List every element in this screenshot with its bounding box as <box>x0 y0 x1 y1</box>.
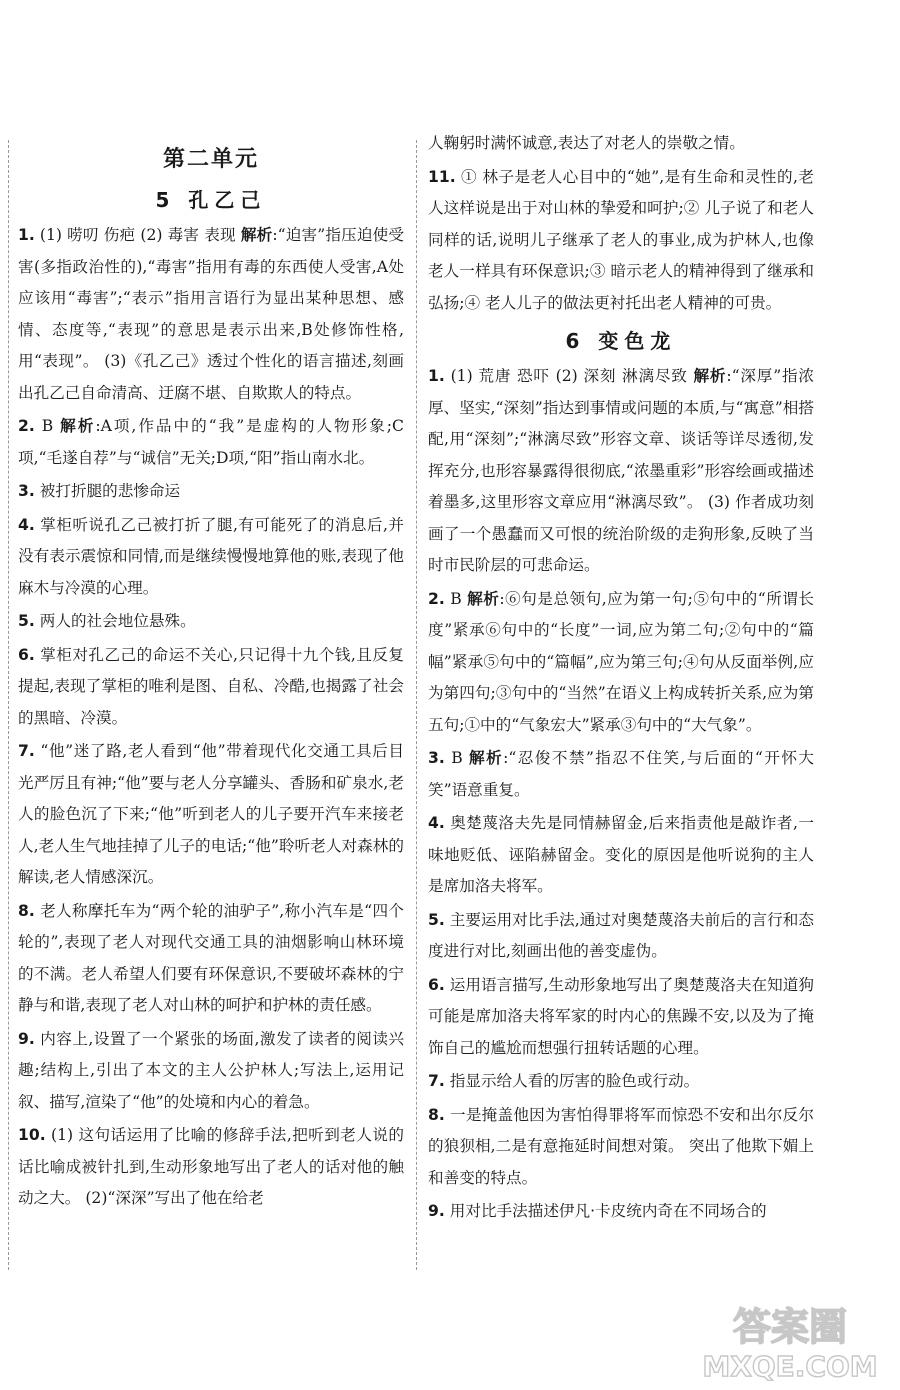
column-divider <box>416 140 417 1270</box>
answer-text: B <box>450 589 468 608</box>
analysis-label: 解析 <box>467 589 500 608</box>
answer-item <box>18 896 404 1022</box>
analysis-label: 解析 <box>469 749 504 767</box>
answer-item <box>428 1196 814 1228</box>
answer-number: 9. <box>428 1202 445 1220</box>
answer-item <box>428 905 814 968</box>
lesson-title-5: 5 孔乙己 <box>155 188 267 212</box>
answer-text: “他”迷了路,老人看到“他”带着现代化交通工具后目光严厉且有神;“他”要与老人分享罐头、香肠和矿泉水,老人的脸色沉了下来;“他”听到老人的儿子要开汽车来接老人,老人生气地挂掉了儿子的电话;“他”聆听老人对森林的解读,老人情感深沉。 <box>18 742 404 886</box>
answer-text: (1) 荒唐 恐吓 (2) 深刻 淋漓尽致 <box>450 367 694 385</box>
answer-number: 10. <box>18 1126 46 1144</box>
analysis-text: :A项,作品中的“我”是虚构的人物形象;C项,“毛遂自荐”与“诚信”无关;D项,“阳”指山南水北。 <box>18 417 404 467</box>
answer-text: B <box>41 417 61 435</box>
right-answer-list-b <box>428 361 814 1228</box>
answer-text: 一是掩盖他因为害怕得罪将军而惊恐不安和出尔反尔的狼狈相,二是有意拖延时间想对策。 突出了他欺下媚上和善变的特点。 <box>428 1105 814 1187</box>
answer-text: 老人称摩托车为“两个轮的油驴子”,称小汽车是“四个轮的”,表现了老人对现代交通工具的油烟影响山林环境的不满。老人希望人们要有环保意识,不要破坏森林的宁静与和谐,表现了老人对山林的呵护和护林的责任感。 <box>18 901 404 1014</box>
answer-text: (1) 唠叨 伤疤 (2) 毒害 表现 <box>39 226 241 244</box>
analysis-text: :“忍俊不禁”指忍不住笑,与后面的“开怀大笑”语意重复。 <box>428 749 814 799</box>
answer-text: 两人的社会地位悬殊。 <box>39 612 196 630</box>
answer-text: 内容上,设置了一个紧张的场面,激发了读者的阅读兴趣;结构上,引出了本文的主人公护林人;写法上,运用记叙、描写,渲染了“他”的处境和内心的着急。 <box>18 1029 404 1111</box>
answer-item <box>18 510 404 605</box>
answer-text: 主要运用对比手法,通过对奥楚蔑洛夫前后的言行和态度进行对比,刻画出他的善变虚伪。 <box>428 910 814 960</box>
right-answer-list-a <box>428 162 814 320</box>
answer-item <box>18 476 404 508</box>
answer-item <box>428 743 814 806</box>
left-column <box>18 128 404 1217</box>
left-answer-list <box>18 220 404 1215</box>
answer-number: 2. <box>18 417 35 435</box>
answer-number: 8. <box>18 901 35 920</box>
answer-item <box>428 970 814 1065</box>
analysis-label: 解析 <box>240 226 273 244</box>
answer-number: 3. <box>428 749 445 767</box>
answer-item <box>18 411 404 474</box>
answer-item <box>18 1120 404 1215</box>
watermark-line1: 答案圈 <box>732 1305 848 1349</box>
answer-text: 奥楚蔑洛夫先是同情赫留金,后来指责他是敲诈者,一味地贬低、诬陷赫留金。变化的原因是他听说狗的主人是席加洛夫将军。 <box>428 814 814 895</box>
answer-number: 7. <box>18 742 35 760</box>
answer-number: 1. <box>428 367 445 385</box>
answer-number: 8. <box>428 1105 445 1124</box>
answer-item <box>18 640 404 735</box>
watermark-logo <box>690 1296 890 1382</box>
answer-text: 掌柜听说孔乙己被打折了腿,有可能死了的消息后,并没有表示震惊和同情,而是继续慢慢地算他的账,表现了他麻木与冷漠的心理。 <box>18 515 404 597</box>
answer-item <box>428 808 814 903</box>
watermark-line2: MXQE.COM <box>702 1350 878 1382</box>
analysis-text: :⑥句是总领句,应为第一句;⑤句中的“所谓长度”紧承⑥句中的“长度”一词,应为第二句;②句中的“篇幅”紧承⑤句中的“篇幅”,应为第三句;④句从反面举例,应为第四句;③句中的“当然”在语义上构成转折关系,应为第五句;①中的“气象宏大”紧承③句中的“大气象”。 <box>428 589 814 734</box>
answer-number: 6. <box>18 645 35 664</box>
analysis-text: :“深厚”指浓厚、坚实,“深刻”指达到事情或问题的本质,与“寓意”相搭配,用“深刻”;“淋漓尽致”形容文章、谈话等详尽透彻,发挥充分,也形容暴露得很彻底,“浓墨重彩”形容绘画或描述着墨多,这里形容文章应用“淋漓尽致”。 (3) 作者成功刻画了一个愚蠢而又可恨的统治阶级的走狗形象,反映了当时市民阶层的可悲命运。 <box>428 367 814 574</box>
analysis-text: :“迫害”指压迫使受害(多指政治性的),“毒害”指用有毒的东西使人受害,A处应该用“毒害”;“表示”指用言语行为显出某种思想、感情、态度等,“表现”的意思是表示出来,B处修饰性格,用“表现”。 (3)《孔乙己》透过个性化的语言描述,刻画出孔乙己自命清高、迂腐不堪、自欺欺人的特点。 <box>18 226 404 402</box>
answer-number: 2. <box>428 589 445 608</box>
answer-number: 4. <box>428 814 445 832</box>
answer-number: 11. <box>428 167 456 186</box>
answer-continuation: 人鞠躬时满怀诚意,表达了对老人的崇敬之情。 <box>428 134 745 152</box>
answer-number: 5. <box>18 612 35 630</box>
answer-item <box>428 1100 814 1195</box>
answer-number: 7. <box>428 1072 445 1090</box>
answer-text: 被打折腿的悲惨命运 <box>39 482 181 500</box>
answer-item <box>18 736 404 894</box>
answer-item <box>18 1024 404 1119</box>
answer-number: 9. <box>18 1029 35 1048</box>
answer-text: 掌柜对孔乙己的命运不关心,只记得十九个钱,且反复提起,表现了掌柜的唯利是图、自私、冷酷,也揭露了社会的黑暗、冷漠。 <box>18 645 404 727</box>
answer-item <box>428 584 814 742</box>
answer-number: 5. <box>428 910 445 929</box>
answer-text: 用对比手法描述伊凡·卡皮统内奇在不同场合的 <box>449 1202 767 1220</box>
answer-number: 1. <box>18 226 35 244</box>
answer-text: (1) 这句话运用了比喻的修辞手法,把听到老人说的话比喻成被针扎到,生动形象地写出了老人的话对他的触动之大。 (2)“深深”写出了他在给老 <box>18 1126 404 1207</box>
answer-number: 6. <box>428 975 445 994</box>
answer-item <box>428 1066 814 1098</box>
answer-item <box>428 361 814 582</box>
analysis-label: 解析 <box>693 367 727 385</box>
answer-text: B <box>451 749 470 767</box>
answer-item <box>18 220 404 409</box>
lesson-title-6: 6 变色龙 <box>565 329 677 353</box>
answer-text: 运用语言描写,生动形象地写出了奥楚蔑洛夫在知道狗可能是席加洛夫将军家的时内心的焦躁不安,以及为了掩饰自己的尴尬而想强行扭转话题的心理。 <box>428 975 814 1057</box>
answer-item <box>18 606 404 638</box>
unit-title: 第二单元 <box>162 147 259 172</box>
left-margin-rule <box>8 140 9 1270</box>
answer-text: 指显示给人看的厉害的脸色或行动。 <box>449 1072 700 1090</box>
analysis-label: 解析 <box>60 417 96 435</box>
answer-text: ① 林子是老人心目中的“她”,是有生命和灵性的,老人这样说是出于对山林的挚爱和呵护;② 儿子说了和老人同样的话,说明儿子继承了老人的事业,成为护林人,也像老人一样具有环保意识;③ 暗示老人的精神得到了继承和弘扬;④ 老人儿子的做法更衬托出老人精神的可贵。 <box>428 167 814 312</box>
answer-number: 3. <box>18 482 35 500</box>
answer-number: 4. <box>18 515 35 534</box>
answer-item <box>428 162 814 320</box>
right-column <box>428 128 814 1230</box>
